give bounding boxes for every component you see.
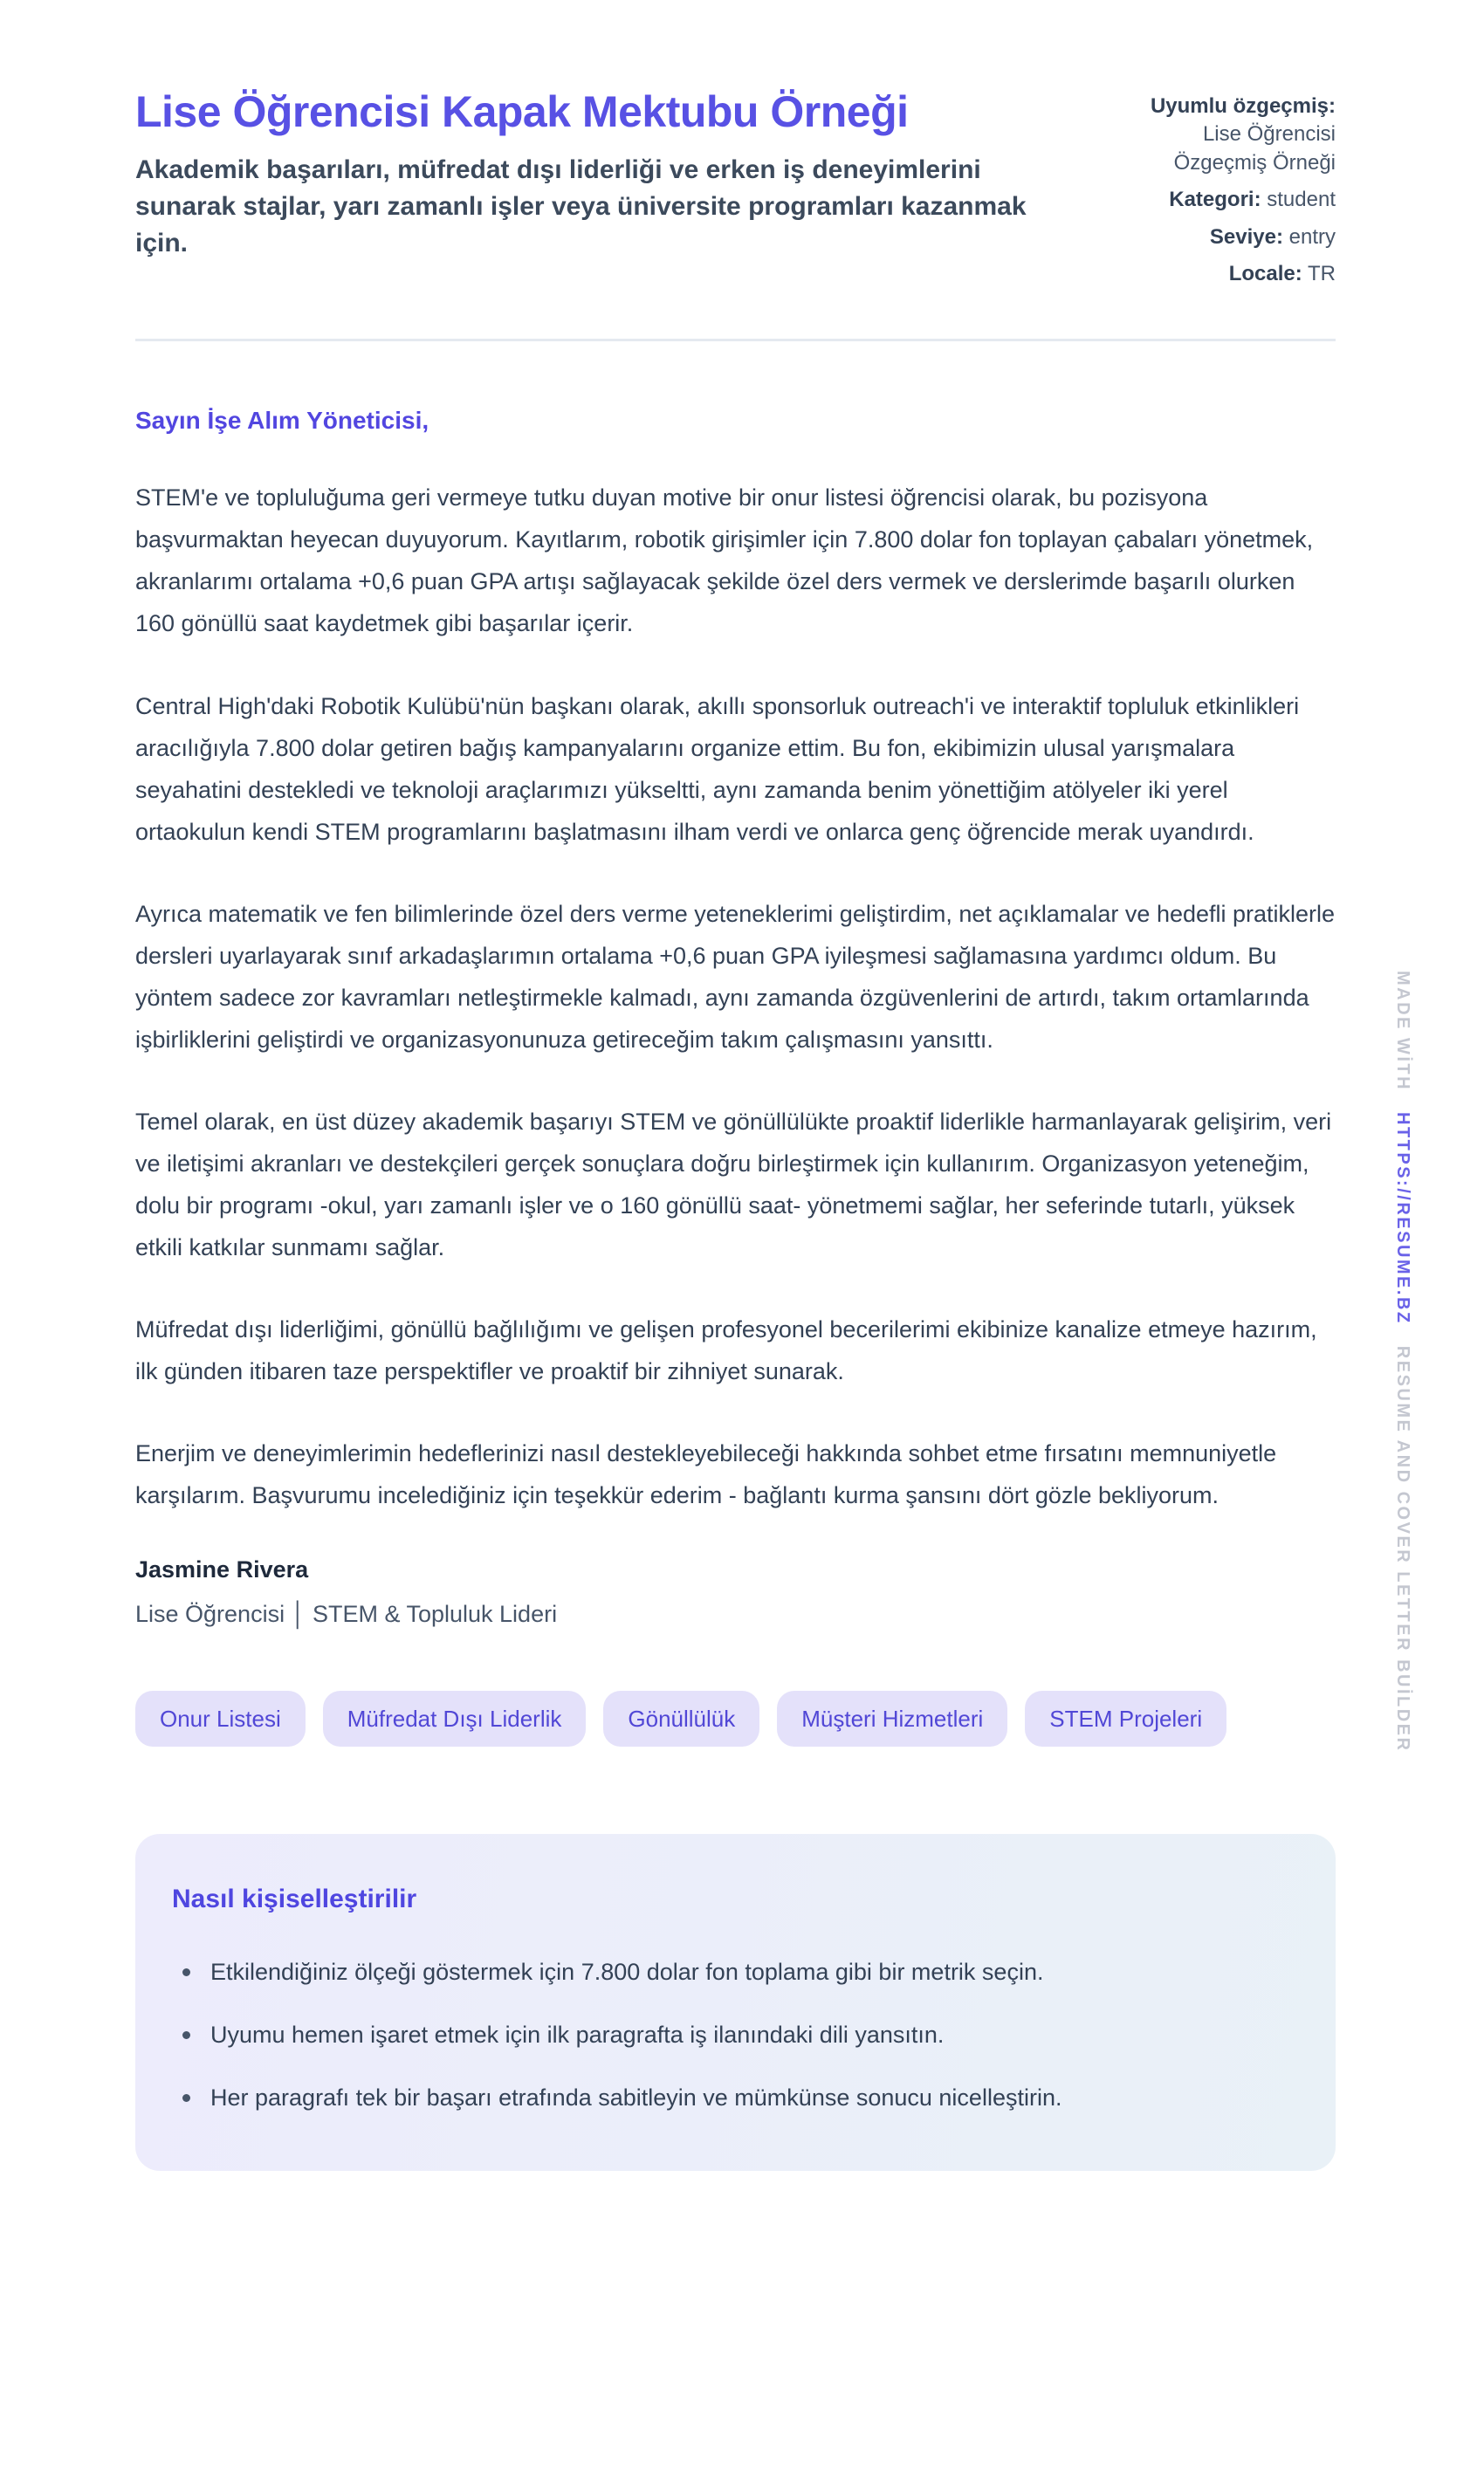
- meta-category: [1117, 186, 1336, 214]
- meta-locale-value: TR: [1308, 261, 1336, 285]
- meta-panel: [1117, 87, 1336, 297]
- site-watermark: [1392, 971, 1412, 1752]
- tag-stem-projeleri[interactable]: STEM Projeleri: [1025, 1691, 1226, 1747]
- letter-paragraph: Temel olarak, en üst düzey akademik başarıyı STEM ve gönüllülükte proaktif liderlikle harmanlayarak gelişirim, veri ve iletişimi akranları ve destekçileri gerçek sonuçlara doğru birleştirmek için kullanırım. Organizasyon yeteneğim, dolu bir programı -okul, yarı zamanlı işler ve o 160 gönüllü saat- yönetmemi sağlar, her seferinde tutarlı, yüksek etkili katkılar sunmamı sağlar.: [135, 1108, 1332, 1261]
- header: [135, 87, 1336, 297]
- watermark-made-with: MADE WİTH: [1393, 971, 1412, 1092]
- meta-level-label: Seviye:: [1209, 224, 1283, 249]
- tips-title: Nasıl kişiselleştirilir: [172, 1885, 417, 1914]
- signature-name: Jasmine Rivera: [135, 1556, 309, 1583]
- header-main: [135, 87, 1082, 262]
- letter-body: [135, 407, 1336, 1628]
- meta-locale-label: Locale:: [1228, 261, 1302, 285]
- tips-card: [135, 1834, 1336, 2170]
- watermark-builder-label: RESUME AND COVER LETTER BUİLDER: [1393, 1345, 1412, 1753]
- signature-role: Lise Öğrencisi │ STEM & Topluluk Lideri: [135, 1601, 558, 1628]
- letter-paragraph: Müfredat dışı liderliğimi, gönüllü bağlılığımı ve gelişen profesyonel becerilerimi ekibinize kanalize etmeye hazırım, ilk günden itibaren taze perspektifler ve proaktif bir zihniyet sunarak.: [135, 1316, 1317, 1385]
- meta-category-value: student: [1267, 188, 1336, 212]
- tag-musteri-hizmetleri[interactable]: Müşteri Hizmetleri: [777, 1691, 1007, 1747]
- matching-resume-link[interactable]: Lise Öğrencisi Özgeçmiş Örneği: [1173, 122, 1336, 175]
- resume-bz-link[interactable]: HTTPS://RESUME.BZ: [1393, 1112, 1412, 1325]
- letter-paragraph: STEM'e ve topluluğuma geri vermeye tutku duyan motive bir onur listesi öğrencisi olarak, bu pozisyona başvurmaktan heyecan duyuyorum. Kayıtlarım, robotik girişimler için 7.800 dolar fon toplayan çabaları yönetmek, akranlarımı ortalama +0,6 puan GPA artışı sağlayacak şekilde özel ders vermek ve derslerimde başarılı olurken 160 gönüllü saat kaydetmek gibi başarılar içerir.: [135, 484, 1314, 637]
- tip-item: Etkilendiğiniz ölçeği göstermek için 7.800 dolar fon toplama gibi bir metrik seçin.: [172, 1956, 1283, 1989]
- tag-gonulluluk[interactable]: Gönüllülük: [603, 1691, 759, 1747]
- header-divider: [135, 339, 1336, 341]
- greeting: Sayın İşe Alım Yöneticisi,: [135, 407, 429, 435]
- page-subtitle: Akademik başarıları, müfredat dışı liderliği ve erken iş deneyimlerini sunarak stajlar, yarı zamanlı işler veya üniversite programları kazanmak için.: [135, 155, 1027, 258]
- letter-paragraph: Ayrıca matematik ve fen bilimlerinde özel ders verme yeteneklerimi geliştirdim, net açıklamalar ve hedefli pratiklerle dersleri uyarlayarak sınıf arkadaşlarımın ortalama +0,6 puan GPA iyileşmesi sağlamasına yardımcı oldum. Bu yöntem sadece zor kavramları netleştirmekle kalmadı, aynı zamanda özgüvenlerini de artırdı, takım ortamlarında işbirliklerini geliştirdi ve organizasyonunuza getireceğim takım çalışmasını yansıttı.: [135, 900, 1336, 1053]
- tips-list: [172, 1956, 1283, 2114]
- tip-item: Her paragrafı tek bir başarı etrafında sabitleyin ve mümkünse sonucu nicelleştirin.: [172, 2082, 1283, 2115]
- meta-resume-label: Uyumlu özgeçmiş:: [1150, 94, 1336, 118]
- meta-level: [1117, 223, 1336, 251]
- meta-category-label: Kategori:: [1169, 188, 1261, 212]
- letter-paragraph: Enerjim ve deneyimlerimin hedeflerinizi nasıl destekleyebileceği hakkında sohbet etme fırsatını memnuniyetle karşılarım. Başvurumu incelediğiniz için teşekkür ederim - bağlantı kurma şansını dört gözle bekliyorum.: [135, 1440, 1277, 1509]
- tag-onur-listesi[interactable]: Onur Listesi: [135, 1691, 306, 1747]
- meta-matching-resume: [1117, 93, 1336, 177]
- tip-item: Uyumu hemen işaret etmek için ilk paragrafta iş ilanındaki dili yansıtın.: [172, 2019, 1283, 2052]
- letter-paragraph: Central High'daki Robotik Kulübü'nün başkanı olarak, akıllı sponsorluk outreach'i ve interaktif topluluk etkinlikleri aracılığıyla 7.800 dolar getiren bağış kampanyalarını organize ettim. Bu fon, ekibimizin ulusal yarışmalara seyahatini destekledi ve teknoloji araçlarımızı yükseltti, aynı zamanda benim yönettiğim atölyeler iki yerel ortaokulun kendi STEM programlarını başlatmasını ilham verdi ve onlarca genç öğrencide merak uyandırdı.: [135, 692, 1300, 845]
- page-title: Lise Öğrencisi Kapak Mektubu Örneği: [135, 87, 909, 136]
- tag-mufredat-disi-liderlik[interactable]: Müfredat Dışı Liderlik: [323, 1691, 587, 1747]
- meta-locale: [1117, 260, 1336, 288]
- meta-level-value: entry: [1288, 224, 1336, 249]
- tag-list: [135, 1691, 1336, 1747]
